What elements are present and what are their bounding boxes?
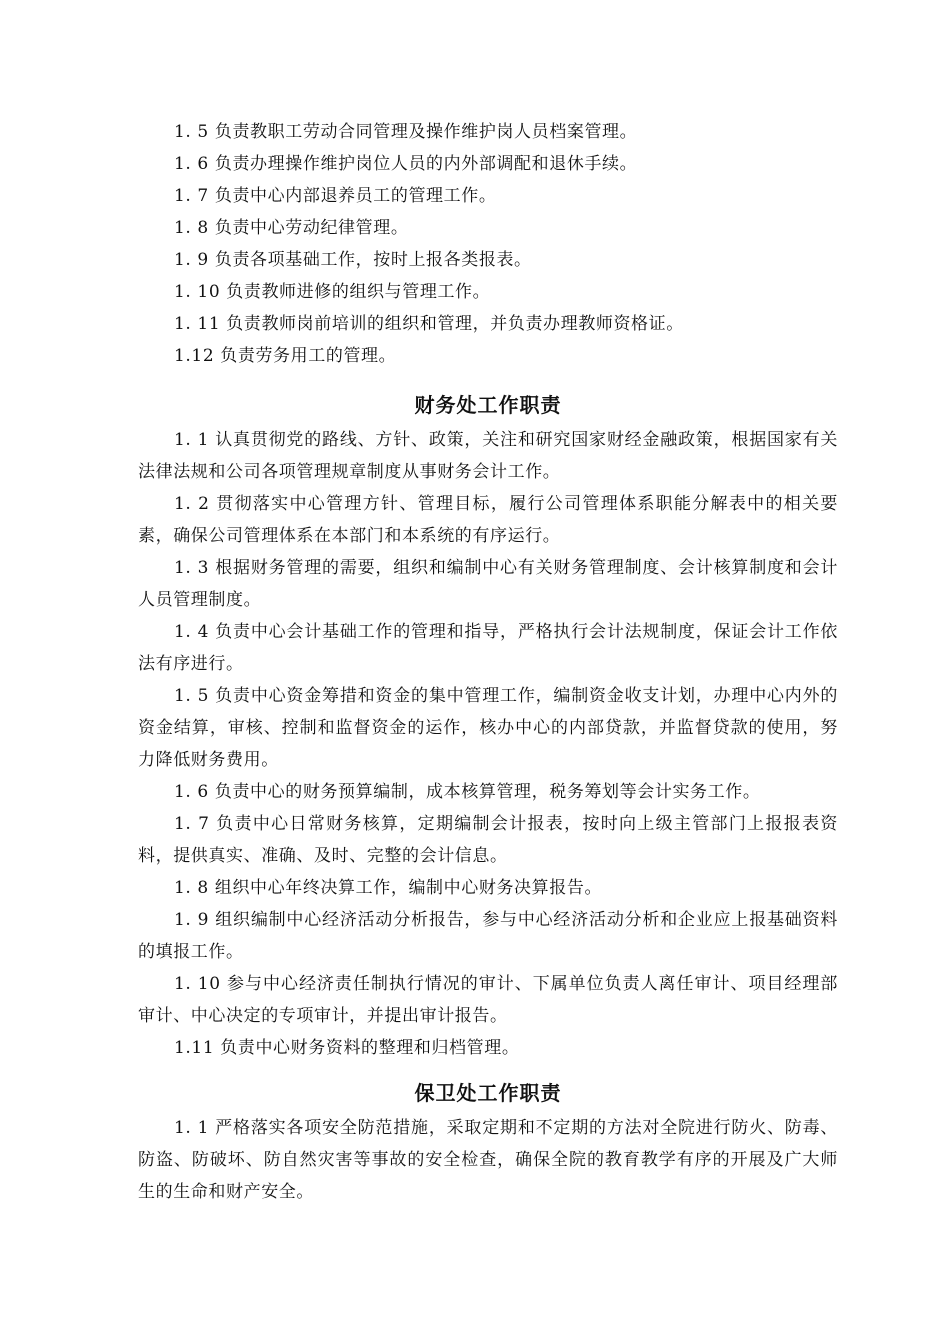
list-item: 1. 8 负责中心劳动纪律管理。 <box>174 218 409 238</box>
finance-paragraph: 1. 1 认真贯彻党的路线、方针、政策，关注和研究国家财经金融政策，根据国家有关法律法规和公司各项管理规章制度从事财务会计工作。 <box>138 430 838 482</box>
finance-paragraph: 1. 6 负责中心的财务预算编制，成本核算管理，税务筹划等会计实务工作。 <box>174 782 761 802</box>
finance-section-title: 财务处工作职责 <box>414 393 562 417</box>
security-paragraph: 1. 1 严格落实各项安全防范措施，采取定期和不定期的方法对全院进行防火、防毒、防盗、防破坏、防自然灾害等事故的安全检查，确保全院的教育教学有序的开展及广大师生的生命和财产安全。 <box>138 1118 838 1202</box>
security-section <box>138 1076 838 1208</box>
finance-paragraph: 1. 2 贯彻落实中心管理方针、管理目标，履行公司管理体系职能分解表中的相关要素，确保公司管理体系在本部门和本系统的有序运行。 <box>138 494 838 546</box>
intro-item-list <box>138 116 838 372</box>
list-item: 1. 7 负责中心内部退养员工的管理工作。 <box>174 186 497 206</box>
finance-section <box>138 388 838 1064</box>
list-item: 1. 9 负责各项基础工作，按时上报各类报表。 <box>174 250 532 270</box>
finance-paragraph: 1.11 负责中心财务资料的整理和归档管理。 <box>174 1038 520 1058</box>
finance-paragraph: 1. 8 组织中心年终决算工作，编制中心财务决算报告。 <box>174 878 603 898</box>
list-item: 1. 11 负责教师岗前培训的组织和管理，并负责办理教师资格证。 <box>174 314 684 334</box>
finance-paragraph: 1. 10 参与中心经济责任制执行情况的审计、下属单位负责人离任审计、项目经理部审计、中心决定的专项审计，并提出审计报告。 <box>138 974 838 1026</box>
list-item: 1. 5 负责教职工劳动合同管理及操作维护岗人员档案管理。 <box>174 122 638 142</box>
finance-paragraph: 1. 7 负责中心日常财务核算，定期编制会计报表，按时向上级主管部门上报报表资料，提供真实、准确、及时、完整的会计信息。 <box>138 814 838 866</box>
finance-paragraph: 1. 4 负责中心会计基础工作的管理和指导，严格执行会计法规制度，保证会计工作依法有序进行。 <box>138 622 838 674</box>
list-item: 1.12 负责劳务用工的管理。 <box>174 346 397 366</box>
security-section-title: 保卫处工作职责 <box>414 1081 562 1105</box>
finance-paragraph: 1. 9 组织编制中心经济活动分析报告，参与中心经济活动分析和企业应上报基础资料的填报工作。 <box>138 910 838 962</box>
finance-paragraph: 1. 3 根据财务管理的需要，组织和编制中心有关财务管理制度、会计核算制度和会计人员管理制度。 <box>138 558 838 610</box>
list-item: 1. 6 负责办理操作维护岗位人员的内外部调配和退休手续。 <box>174 154 638 174</box>
list-item: 1. 10 负责教师进修的组织与管理工作。 <box>174 282 491 302</box>
finance-paragraph: 1. 5 负责中心资金筹措和资金的集中管理工作，编制资金收支计划，办理中心内外的资金结算，审核、控制和监督资金的运作，核办中心的内部贷款，并监督贷款的使用，努力降低财务费用。 <box>138 686 838 770</box>
